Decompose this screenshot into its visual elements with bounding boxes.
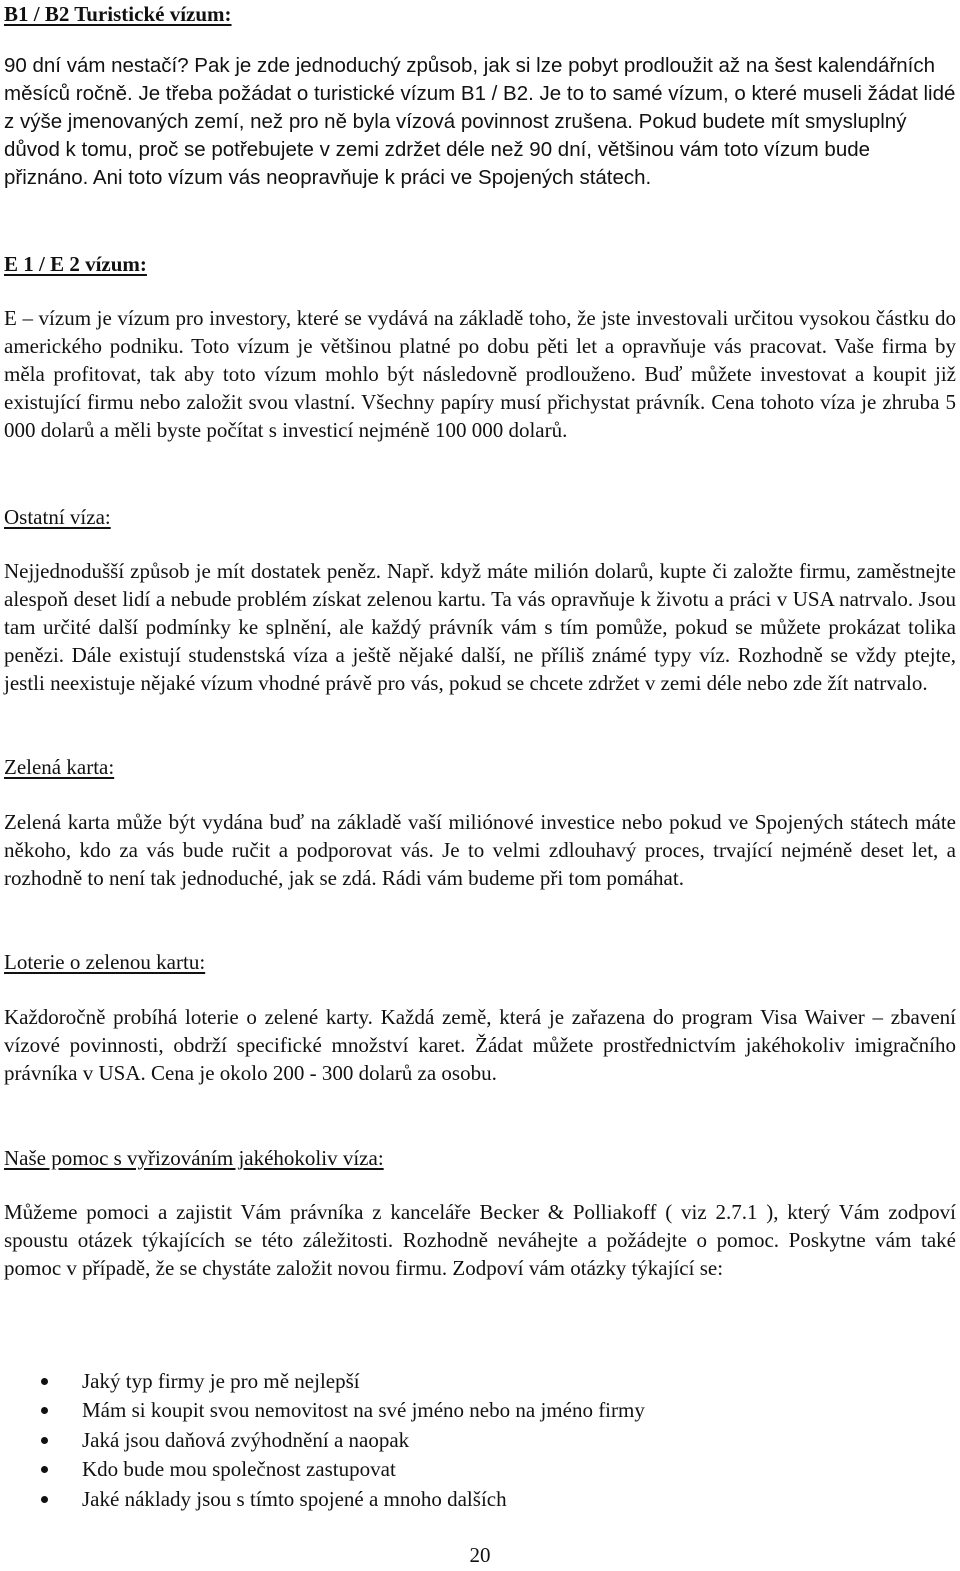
bullet-icon — [41, 1466, 48, 1473]
heading-visa-assistance: Naše pomoc s vyřizováním jakéhokoliv víza: — [4, 1146, 384, 1170]
list-item — [0, 1396, 960, 1425]
questions-list — [0, 1367, 960, 1514]
list-item — [0, 1455, 960, 1484]
heading-green-card-lottery: Loterie o zelenou kartu: — [4, 950, 206, 974]
bullet-icon — [41, 1496, 48, 1503]
heading-other-visas: Ostatní víza: — [4, 505, 111, 529]
bullet-icon — [41, 1378, 48, 1385]
list-item-text: Jaké náklady jsou s tímto spojené a mnoho dalších — [82, 1486, 507, 1511]
heading-b1-b2-visa: B1 / B2 Turistické vízum: — [4, 2, 232, 26]
paragraph-e1-e2-visa: E – vízum je vízum pro investory, které se vydává na základě toho, že jste investovali určitou vysokou částku do amerického podniku. Toto vízum je většinou platné po dobu pěti let a opravňuje vás pracovat. Vaše firma by měla profitovat, tak aby toto vízum mohlo být následovně prodlouženo. Buď můžete investovat a koupit již existující firmu nebo založit svou vlastní. Všechny papíry musí přichystat právník. Cena tohoto víza je zhruba 5 000 dolarů a měli byste počítat s investicí nejméně 100 000 dolarů. — [4, 306, 956, 442]
page-number: 20 — [469, 1543, 491, 1567]
paragraph-b1-b2-visa: 90 dní vám nestačí? Pak je zde jednoduchý způsob, jak si lze pobyt prodloužit až na šest kalendářních měsíců ročně. Je třeba požádat o turistické vízum B1 / B2. Je to to samé vízum, o které museli žádat lidé z výše jmenovaných zemí, než pro ně byla vízová povinnost zrušena. Pokud budete mít smysluplný důvod k tomu, proč se potřebujete v zemi zdržet déle než 90 dní, většinou vám toto vízum bude přiznáno. Ani toto vízum vás neopravňuje k práci ve Spojených státech. — [4, 54, 956, 189]
list-item-text: Jaká jsou daňová zvýhodnění a naopak — [82, 1427, 410, 1452]
paragraph-green-card: Zelená karta může být vydána buď na základě vaší miliónové investice nebo pokud ve Spojených státech máte někoho, kdo za vás bude ručit a podporovat vás. Je to velmi zdlouhavý proces, trvající nejméně deset let, a rozhodně to není tak jednoduché, jak se zdá. Rádi vám budeme při tom pomáhat. — [4, 810, 956, 890]
paragraph-visa-assistance: Můžeme pomoci a zajistit Vám právníka z kanceláře Becker & Polliakoff ( viz 2.7.1 ), který Vám zodpoví spoustu otázek týkajících se této záležitosti. Rozhodně neváhejte a požádejte o pomoc. Poskytne vám také pomoc v případě, že se chystáte založit novou firmu. Zodpoví vám otázky týkající se: — [4, 1200, 956, 1280]
heading-green-card: Zelená karta: — [4, 755, 115, 779]
list-item — [0, 1485, 960, 1514]
heading-e1-e2-visa: E 1 / E 2 vízum: — [4, 252, 147, 276]
list-item-text: Jaký typ firmy je pro mě nejlepší — [82, 1369, 360, 1393]
bullet-icon — [41, 1407, 48, 1414]
list-item — [0, 1367, 960, 1396]
paragraph-green-card-lottery: Každoročně probíhá loterie o zelené karty. Každá země, která je zařazena do program Visa Waiver – zbavení vízové povinnosti, obdrží specifické množství karet. Žádat můžete prostřednictvím jakéhokoliv imigračního právníka v USA. Cena je okolo 200 - 300 dolarů za osobu. — [4, 1005, 956, 1085]
list-item-text: Mám si koupit svou nemovitost na své jméno nebo na jméno firmy — [82, 1398, 645, 1423]
bullet-icon — [41, 1437, 48, 1444]
paragraph-other-visas: Nejjednodušší způsob je mít dostatek peněz. Např. když máte milión dolarů, kupte či založte firmu, zaměstnejte alespoň deset lidí a nebude problém získat zelenou kartu. Ta vás opravňuje k životu a práci v USA natrvalo. Jsou tam určité další podmínky ke splnění, ale každý právník vám s tím pomůže, pokud se můžete prokázat tolika penězi. Dále existují studenstská víza a ještě nějaké další, ne příliš známé typy víz. Rozhodně se vždy ptejte, jestli neexistuje nějaké vízum vhodné právě pro vás, pokud se chcete zdržet v zemi déle nebo zde žít natrvalo. — [4, 559, 956, 695]
list-item-text: Kdo bude mou společnost zastupovat — [82, 1457, 396, 1482]
list-item — [0, 1426, 960, 1455]
